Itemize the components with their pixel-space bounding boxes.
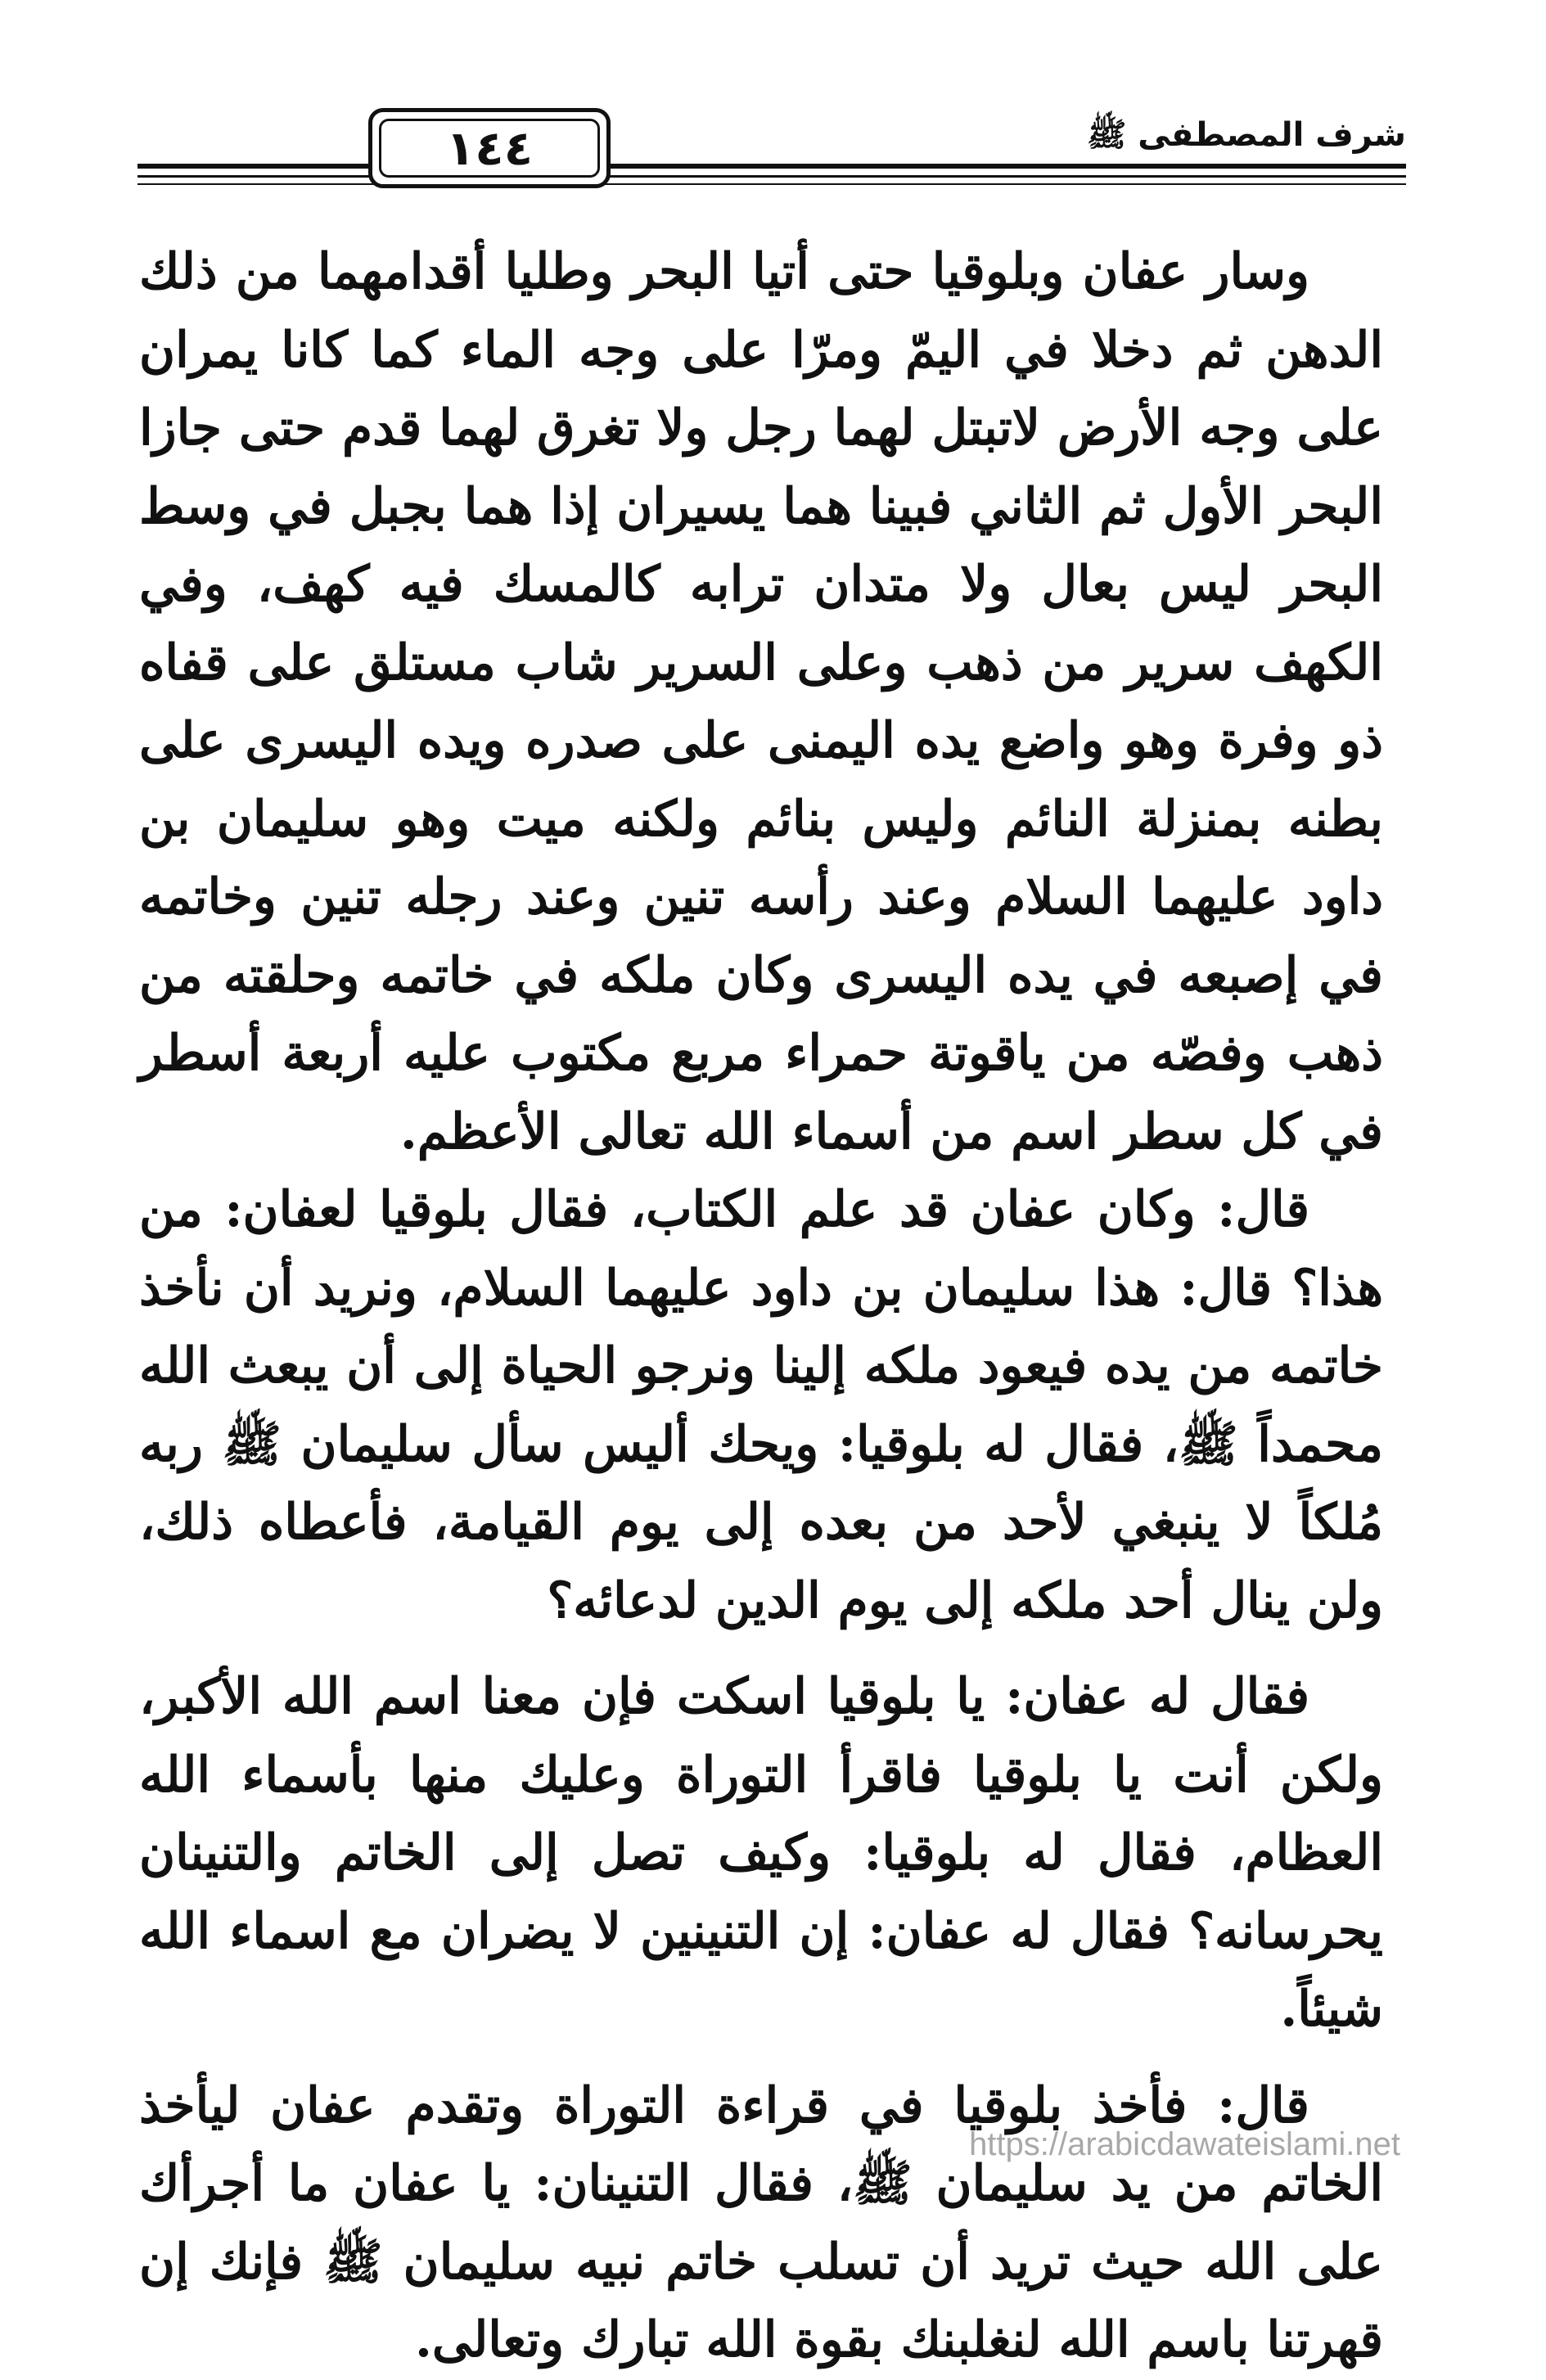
- paragraph: فقال له عفان: يا بلوقيا اسكت فإن معنا اسم الله الأكبر، ولكن أنت يا بلوقيا فاقرأ التوراة وعليك منها بأسماء الله العظام، فقال له بلوقيا: وكيف تصل إلى الخاتم والتنينان يحرسانه؟ فقال له عفان: إن التنينين لا يضران مع اسماء الله شيئاً.: [139, 1668, 1383, 2038]
- body-text: [139, 233, 1383, 2380]
- header-rule-medium: [137, 175, 1406, 178]
- paragraph: وسار عفان وبلوقيا حتى أتيا البحر وطليا أقدامهما من ذلك الدهن ثم دخلا في اليمّ ومرّا على وجه الماء كما كانا يمران على وجه الأرض لاتبتل لهما رجل ولا تغرق لهما قدم حتى جازا البحر الأول ثم الثاني فبينا هما يسيران إذا هما بجبل في وسط البحر ليس بعال ولا متدان ترابه كالمسك فيه كهف، وفي الكهف سرير من ذهب وعلى السرير شاب مستلق على قفاه ذو وفرة وهو واضع يده اليمنى على صدره ويده اليسرى على بطنه بمنزلة النائم وليس بنائم ولكنه ميت وهو سليمان بن داود عليهما السلام وعند رأسه تنين وعند رجله تنين وخاتمه في إصبعه في يده اليسرى وكان ملكه في خاتمه وحلقته من ذهب وفصّه من ياقوتة حمراء مربع مكتوب عليه أربعة أسطر في كل سطر اسم من أسماء الله تعالى الأعظم.: [138, 243, 1383, 1161]
- header-rule-thin: [137, 183, 1406, 185]
- header-rule-thick: [137, 164, 1406, 169]
- paragraph: قال: وكان عفان قد علم الكتاب، فقال بلوقيا لعفان: من هذا؟ قال: هذا سليمان بن داود عليهما السلام، ونريد أن نأخذ خاتمه من يده فيعود ملكه إلينا ونرجو الحياة إلى أن يبعث الله محمداً ﷺ، فقال له بلوقيا: ويحك أليس سأل سليمان ﷺ ربه مُلكاً لا ينبغي لأحد من بعده إلى يوم القيامة، فأعطاه ذلك، ولن ينال أحد ملكه إلى يوم الدين لدعائه؟: [139, 1181, 1383, 1629]
- running-title: شرف المصطفى ﷺ: [1086, 116, 1406, 154]
- page-number-frame: [368, 108, 611, 188]
- paragraph: قال: فأخذ بلوقيا في قراءة التوراة وتقدم عفان ليأخذ الخاتم من يد سليمان ﷺ، فقال التنينان: يا عفان ما أجرأك على الله حيث تريد أن تسلب خاتم نبيه سليمان ﷺ فإنك إن قهرتنا باسم الله لنغلبنك بقوة الله تبارك وتعالى.: [139, 2076, 1383, 2369]
- page-header: [137, 106, 1406, 205]
- page-number: ١٤٤: [445, 120, 534, 176]
- watermark-url: https://arabicdawateislami.net: [969, 2126, 1400, 2162]
